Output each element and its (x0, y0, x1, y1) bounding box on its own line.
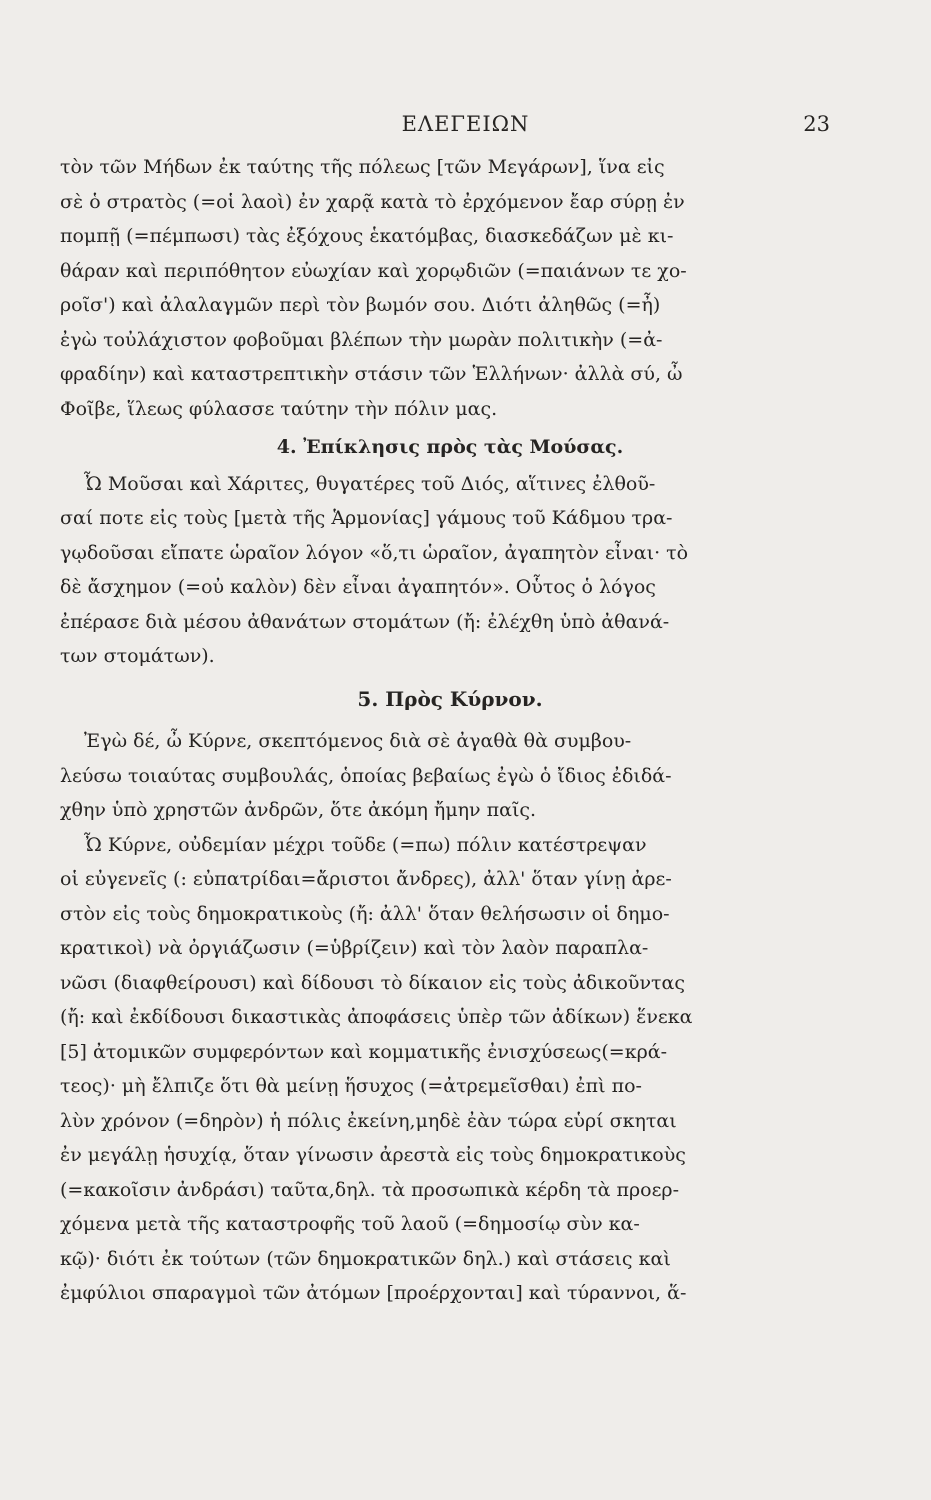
text-line: φραδίην) καὶ καταστρεπτικὴν στάσιν τῶν Ἑλλήνων· ἀλλὰ σύ, ὦ (60, 363, 683, 385)
text-line: κῷ)· διότι ἐκ τούτων (τῶν δημοκρατικῶν δηλ.) καὶ στάσεις καὶ (60, 1247, 671, 1270)
text-line: σὲ ὁ στρατὸς (=οἱ λαοὶ) ἐν χαρᾷ κατὰ τὸ ἐρχόμενον ἔαρ σύρῃ ἐν (60, 190, 685, 213)
text-line: ροῖσ') καὶ ἀλαλαγμῶν περὶ τὸν βωμόν σου. Διότι ἀληθῶς (=ἦ) (60, 294, 661, 316)
text-line: λὺν χρόνον (=δηρὸν) ἡ πόλις ἐκείνη,μηδὲ ἐὰν τώρα εὑρί σκηται (60, 1109, 677, 1132)
text-line: Ὦ Κύρνε, οὐδεμίαν μέχρι τοῦδε (=πω) πόλιν κατέστρεψαν (84, 833, 647, 856)
text-line: Ἐγὼ δέ, ὦ Κύρνε, σκεπτόμενος διὰ σὲ ἀγαθὰ θὰ συμβου- (84, 730, 632, 752)
text-line: ἐπέρασε διὰ μέσου ἀθανάτων στομάτων (ἤ: ἐλέχθη ὑπὸ ἀθανά- (60, 610, 670, 633)
page-body (60, 150, 840, 1311)
section-heading-4: 4. Ἐπίκλησις πρὸς τὰς Μούσας. (276, 436, 624, 458)
text-line: ἐγὼ τοὐλάχιστον φοβοῦμαι βλέπων τὴν μωρὰν πολιτικὴν (=ἀ- (60, 328, 663, 351)
text-line: νῶσι (διαφθείρουσι) καὶ δίδουσι τὸ δίκαιον εἰς τοὺς ἀδικοῦντας (60, 971, 686, 994)
section-heading-5: 5. Πρὸς Κύρνον. (357, 686, 543, 711)
text-line: λεύσω τοιαύτας συμβουλάς, ὁποίας βεβαίως ἐγὼ ὁ ἴδιος ἐδιδά- (60, 764, 672, 787)
text-line: θάραν καὶ περιπόθητον εὐωχίαν καὶ χορῳδιῶν (=παιάνων τε χο- (60, 259, 687, 282)
text-line: δὲ ἄσχημον (=οὐ καλὸν) δὲν εἶναι ἀγαπητόν». Οὗτος ὁ λόγος (60, 576, 656, 598)
text-line: Ὦ Μοῦσαι καὶ Χάριτες, θυγατέρες τοῦ Διός, αἵτινες ἐλθοῦ- (84, 472, 656, 495)
text-line: σαί ποτε εἰς τοὺς [μετὰ τῆς Ἁρμονίας] γάμους τοῦ Κάδμου τρα- (60, 507, 673, 529)
text-line: χθην ὑπὸ χρηστῶν ἀνδρῶν, ὅτε ἀκόμη ἤμην παῖς. (60, 799, 537, 821)
text-line: (=κακοῖσιν ἀνδράσι) ταῦτα,δηλ. τὰ προσωπικὰ κέρδη τὰ προερ- (60, 1178, 680, 1201)
text-line: κρατικοὶ) νὰ ὀργιάζωσιν (=ὑβρίζειν) καὶ τὸν λαὸν παραπλα- (60, 937, 649, 959)
page-number: 23 (803, 112, 830, 136)
text-line: Φοῖβε, ἵλεως φύλασσε ταύτην τὴν πόλιν μας. (60, 397, 498, 420)
text-line: τεος)· μὴ ἔλπιζε ὅτι θὰ μείνῃ ἥσυχος (=ἀτρεμεῖσθαι) ἐπὶ πο- (60, 1075, 642, 1097)
text-line: πομπῇ (=πέμπωσι) τὰς ἐξόχους ἑκατόμβας, διασκεδάζων μὲ κι- (60, 225, 674, 247)
running-title: ΕΛΕΓΕΙΩΝ (401, 112, 530, 136)
text-line: χόμενα μετὰ τῆς καταστροφῆς τοῦ λαοῦ (=δημοσίῳ σὺν κα- (60, 1213, 640, 1235)
text-line: γῳδοῦσαι εἴπατε ὡραῖον λόγον «ὅ,τι ὡραῖον, ἀγαπητὸν εἶναι· τὸ (60, 541, 689, 564)
text-line: των στομάτων). (60, 645, 215, 667)
text-line: ἐν μεγάλῃ ἡσυχίᾳ, ὅταν γίνωσιν ἀρεστὰ εἰς τοὺς δημοκρατικοὺς (60, 1144, 686, 1166)
text-line: στὸν εἰς τοὺς δημοκρατικοὺς (ἤ: ἀλλ' ὅταν θελήσωσιν οἱ δημο- (60, 902, 670, 925)
text-line: (ἤ: καὶ ἐκδίδουσι δικαστικὰς ἀποφάσεις ὑπὲρ τῶν ἀδίκων) ἕνεκα (60, 1006, 693, 1028)
text-line: [5] ἀτομικῶν συμφερόντων καὶ κομματικῆς ἐνισχύσεως(=κρά- (60, 1040, 667, 1063)
text-line: οἱ εὐγενεῖς (: εὐπατρίδαι=ἄριστοι ἄνδρες), ἀλλ' ὅταν γίνῃ ἀρε- (60, 868, 672, 890)
text-line: ἐμφύλιοι σπαραγμοὶ τῶν ἀτόμων [προέρχονται] καὶ τύραννοι, ἅ- (60, 1282, 687, 1304)
text-line: τὸν τῶν Μήδων ἐκ ταύτης τῆς πόλεως [τῶν Μεγάρων], ἵνα εἰς (60, 156, 665, 178)
